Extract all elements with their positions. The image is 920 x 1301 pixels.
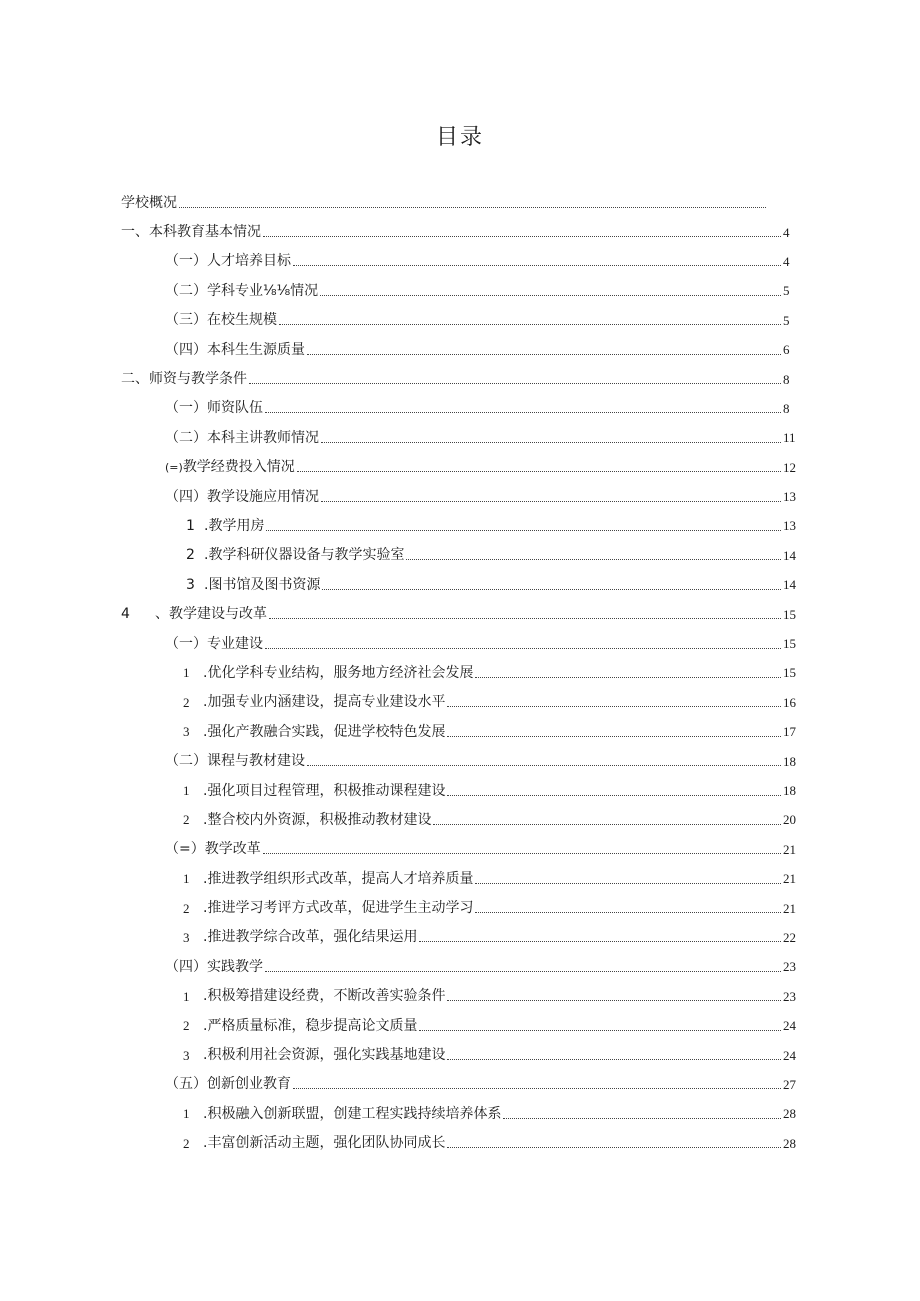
toc-entry-number: 4 bbox=[121, 606, 130, 623]
toc-entry-number: 1 bbox=[183, 871, 190, 887]
toc-entry-title: .推进教学综合改革，强化结果运用 bbox=[203, 929, 418, 946]
toc-entry[interactable] bbox=[0, 1070, 920, 1099]
toc-entry-number: （二） bbox=[165, 429, 207, 446]
toc-entry[interactable] bbox=[0, 717, 920, 746]
toc-entry-title: 师资与教学条件 bbox=[149, 371, 247, 388]
toc-entry-number: （四） bbox=[165, 958, 207, 975]
toc-entry-title: .加强专业内涵建设，提高专业建设水平 bbox=[203, 694, 446, 711]
toc-entry-title: 学科专业⅛⅛情况 bbox=[207, 282, 319, 299]
dot-leader bbox=[269, 617, 781, 619]
toc-entry-title: 课程与教材建设 bbox=[207, 753, 305, 770]
toc-entry-page: 14 bbox=[783, 577, 796, 593]
toc-entry-title: 人才培养目标 bbox=[207, 253, 291, 270]
toc-entry[interactable] bbox=[0, 952, 920, 981]
dot-leader bbox=[447, 705, 781, 707]
toc-entry-title: 教学改革 bbox=[204, 841, 261, 858]
toc-entry-title: 、教学建设与改革 bbox=[155, 606, 267, 623]
toc-entry-number: （四） bbox=[165, 488, 207, 505]
toc-entry-title: .严格质量标准，稳步提高论文质量 bbox=[203, 1017, 418, 1034]
toc-entry-title: .推进教学组织形式改革，提高人才培养质量 bbox=[203, 870, 474, 887]
toc-entry-number: （=） bbox=[165, 841, 205, 858]
toc-entry-page: 21 bbox=[783, 871, 796, 887]
toc-entry-title: .优化学科专业结构，服务地方经济社会发展 bbox=[203, 664, 474, 681]
dot-leader bbox=[263, 235, 781, 237]
toc-entry[interactable] bbox=[0, 570, 920, 599]
toc-entry-number: （一） bbox=[165, 635, 207, 652]
dot-leader bbox=[293, 1087, 781, 1089]
toc-entry-page: 18 bbox=[783, 783, 796, 798]
toc-entry[interactable] bbox=[0, 335, 920, 364]
toc-entry[interactable] bbox=[0, 805, 920, 834]
toc-entry-title: 学校概况 bbox=[121, 194, 177, 211]
toc-entry-number: （一） bbox=[165, 400, 207, 417]
toc-entry[interactable] bbox=[0, 276, 920, 305]
toc-entry-title: .教学科研仪器设备与教学实验室 bbox=[204, 547, 405, 564]
toc-entry-number: （三） bbox=[165, 312, 207, 329]
toc-entry-page: 4 bbox=[783, 224, 790, 240]
toc-entry-title: .教学用房 bbox=[204, 517, 265, 534]
toc-entry-number: 2 bbox=[183, 694, 190, 710]
dot-leader bbox=[447, 1058, 781, 1060]
toc-entry[interactable] bbox=[0, 746, 920, 775]
toc-entry-page: 17 bbox=[783, 724, 796, 740]
table-of-contents bbox=[0, 188, 920, 1158]
toc-entry-title: 专业建设 bbox=[207, 635, 263, 652]
toc-entry-title: 师资队伍 bbox=[207, 400, 263, 417]
dot-leader bbox=[179, 206, 766, 208]
dot-leader bbox=[321, 441, 781, 443]
dot-leader bbox=[265, 647, 781, 649]
dot-leader bbox=[447, 794, 781, 796]
toc-entry-title: .积极融入创新联盟，创建工程实践持续培养体系 bbox=[203, 1105, 502, 1122]
toc-entry-number: （二） bbox=[165, 282, 207, 299]
dot-leader bbox=[249, 382, 781, 384]
dot-leader bbox=[265, 411, 781, 413]
toc-entry[interactable] bbox=[0, 864, 920, 893]
toc-entry-page: 22 bbox=[783, 929, 796, 945]
page-title: 目录 bbox=[435, 125, 484, 150]
toc-entry[interactable] bbox=[0, 1129, 920, 1158]
dot-leader bbox=[503, 1117, 781, 1119]
toc-entry-title: .图书馆及图书资源 bbox=[204, 576, 321, 593]
dot-leader bbox=[447, 999, 781, 1001]
toc-entry-page: 5 bbox=[783, 312, 790, 328]
toc-entry-page: 16 bbox=[783, 694, 796, 710]
toc-entry-page: 4 bbox=[783, 253, 790, 269]
toc-entry-number: 2 bbox=[183, 900, 190, 916]
toc-entry[interactable] bbox=[0, 482, 920, 511]
toc-entry[interactable] bbox=[0, 923, 920, 952]
toc-entry-number: 2 bbox=[183, 1135, 190, 1151]
toc-entry-title: 本科教育基本情况 bbox=[149, 224, 261, 241]
dot-leader bbox=[279, 323, 781, 325]
toc-entry[interactable] bbox=[0, 658, 920, 687]
toc-entry-title: 本科主讲教师情况 bbox=[207, 429, 319, 446]
toc-entry[interactable] bbox=[0, 599, 920, 628]
toc-entry-number: 3 bbox=[183, 929, 190, 945]
toc-entry[interactable] bbox=[0, 306, 920, 335]
toc-entry-title: 实践教学 bbox=[207, 958, 263, 975]
toc-entry-page: 14 bbox=[783, 547, 796, 563]
toc-entry-page: 18 bbox=[783, 753, 796, 769]
dot-leader bbox=[475, 882, 781, 884]
dot-leader bbox=[419, 940, 781, 942]
toc-entry-title: 本科生生源质量 bbox=[207, 341, 305, 358]
dot-leader bbox=[447, 735, 781, 737]
toc-entry-number: （一） bbox=[165, 253, 207, 270]
dot-leader bbox=[322, 588, 781, 590]
toc-entry-number: 二、 bbox=[121, 371, 149, 388]
toc-entry-page: 6 bbox=[783, 342, 790, 358]
toc-entry-number: 3 bbox=[183, 724, 190, 740]
dot-leader bbox=[263, 852, 781, 854]
toc-entry-title: .积极利用社会资源，强化实践基地建设 bbox=[203, 1047, 446, 1064]
toc-entry[interactable] bbox=[0, 835, 920, 864]
toc-entry[interactable] bbox=[0, 188, 920, 217]
toc-entry-page: 21 bbox=[783, 841, 796, 857]
dot-leader bbox=[419, 1029, 781, 1031]
toc-entry-title: .推进学习考评方式改革，促进学生主动学习 bbox=[203, 900, 474, 917]
toc-entry-number: (=) bbox=[165, 460, 183, 474]
toc-entry-title: 创新创业教育 bbox=[207, 1076, 291, 1093]
toc-entry-number: 1 bbox=[186, 517, 195, 534]
toc-entry-page: 12 bbox=[783, 459, 796, 475]
toc-entry-page: 8 bbox=[783, 400, 790, 416]
toc-entry-number: （二） bbox=[165, 753, 207, 770]
dot-leader bbox=[320, 294, 781, 296]
toc-entry-page: 21 bbox=[783, 900, 796, 916]
toc-entry-title: .整合校内外资源，积极推动教材建设 bbox=[203, 811, 432, 828]
toc-entry-number: 3 bbox=[186, 576, 195, 593]
toc-entry-page: 15 bbox=[783, 606, 796, 622]
toc-entry[interactable] bbox=[0, 394, 920, 423]
dot-leader bbox=[475, 676, 781, 678]
toc-entry-page: 27 bbox=[783, 1076, 796, 1092]
toc-entry-title: 教学经费投入情况 bbox=[182, 459, 295, 476]
toc-entry[interactable] bbox=[0, 982, 920, 1011]
toc-entry-number: 1 bbox=[183, 665, 190, 681]
toc-entry-title: .积极筹措建设经费，不断改善实验条件 bbox=[203, 988, 446, 1005]
toc-entry-page: 28 bbox=[783, 1135, 796, 1151]
toc-entry[interactable] bbox=[0, 217, 920, 246]
toc-entry-number: 一、 bbox=[121, 224, 149, 241]
toc-entry[interactable] bbox=[0, 1011, 920, 1040]
toc-entry-page: 24 bbox=[783, 1018, 796, 1034]
toc-entry[interactable] bbox=[0, 1099, 920, 1128]
toc-entry-page: 28 bbox=[783, 1106, 796, 1122]
dot-leader bbox=[475, 911, 781, 913]
toc-entry-number: 1 bbox=[183, 1106, 190, 1122]
dot-leader bbox=[266, 529, 781, 531]
toc-entry[interactable] bbox=[0, 776, 920, 805]
toc-entry-page: 20 bbox=[783, 812, 796, 828]
toc-entry[interactable] bbox=[0, 629, 920, 658]
toc-entry-number: 2 bbox=[183, 812, 190, 828]
dot-leader bbox=[433, 823, 781, 825]
toc-entry[interactable] bbox=[0, 688, 920, 717]
toc-entry[interactable] bbox=[0, 893, 920, 922]
toc-entry-title: .强化项目过程管理，积极推动课程建设 bbox=[203, 782, 446, 799]
toc-entry-number: 2 bbox=[186, 547, 195, 564]
toc-entry-title: .丰富创新活动主题，强化团队协同成长 bbox=[203, 1135, 446, 1152]
toc-entry-page: 11 bbox=[783, 430, 796, 446]
toc-entry-page: 5 bbox=[783, 283, 790, 299]
toc-entry[interactable] bbox=[0, 541, 920, 570]
toc-entry-number: 1 bbox=[183, 783, 190, 798]
dot-leader bbox=[297, 470, 781, 472]
toc-entry-number: 1 bbox=[183, 988, 190, 1004]
toc-entry[interactable] bbox=[0, 511, 920, 540]
toc-entry-number: 2 bbox=[183, 1018, 190, 1034]
dot-leader bbox=[307, 353, 781, 355]
toc-entry-page: 13 bbox=[783, 489, 796, 505]
toc-entry-number: （四） bbox=[165, 341, 207, 358]
dot-leader bbox=[321, 500, 781, 502]
dot-leader bbox=[293, 264, 781, 266]
dot-leader bbox=[265, 970, 781, 972]
toc-entry-page: 13 bbox=[783, 518, 796, 534]
dot-leader bbox=[406, 558, 781, 560]
toc-entry-number: 3 bbox=[183, 1047, 190, 1063]
toc-entry-page: 8 bbox=[783, 371, 790, 387]
toc-entry-title: 在校生规模 bbox=[207, 312, 277, 329]
toc-entry-number: （五） bbox=[165, 1076, 207, 1093]
toc-entry-page: 15 bbox=[783, 665, 796, 681]
toc-entry[interactable] bbox=[0, 247, 920, 276]
toc-entry-page: 15 bbox=[783, 636, 796, 652]
toc-entry-page: 23 bbox=[783, 988, 796, 1004]
toc-entry-title: .强化产教融合实践，促进学校特色发展 bbox=[203, 723, 446, 740]
toc-entry-title: 教学设施应用情况 bbox=[207, 488, 319, 505]
toc-entry[interactable] bbox=[0, 364, 920, 393]
dot-leader bbox=[307, 764, 781, 766]
toc-entry-page: 24 bbox=[783, 1047, 796, 1063]
dot-leader bbox=[447, 1146, 781, 1148]
toc-entry[interactable] bbox=[0, 423, 920, 452]
toc-entry-page: 23 bbox=[783, 959, 796, 975]
toc-entry[interactable] bbox=[0, 1040, 920, 1069]
toc-entry[interactable] bbox=[0, 453, 920, 482]
